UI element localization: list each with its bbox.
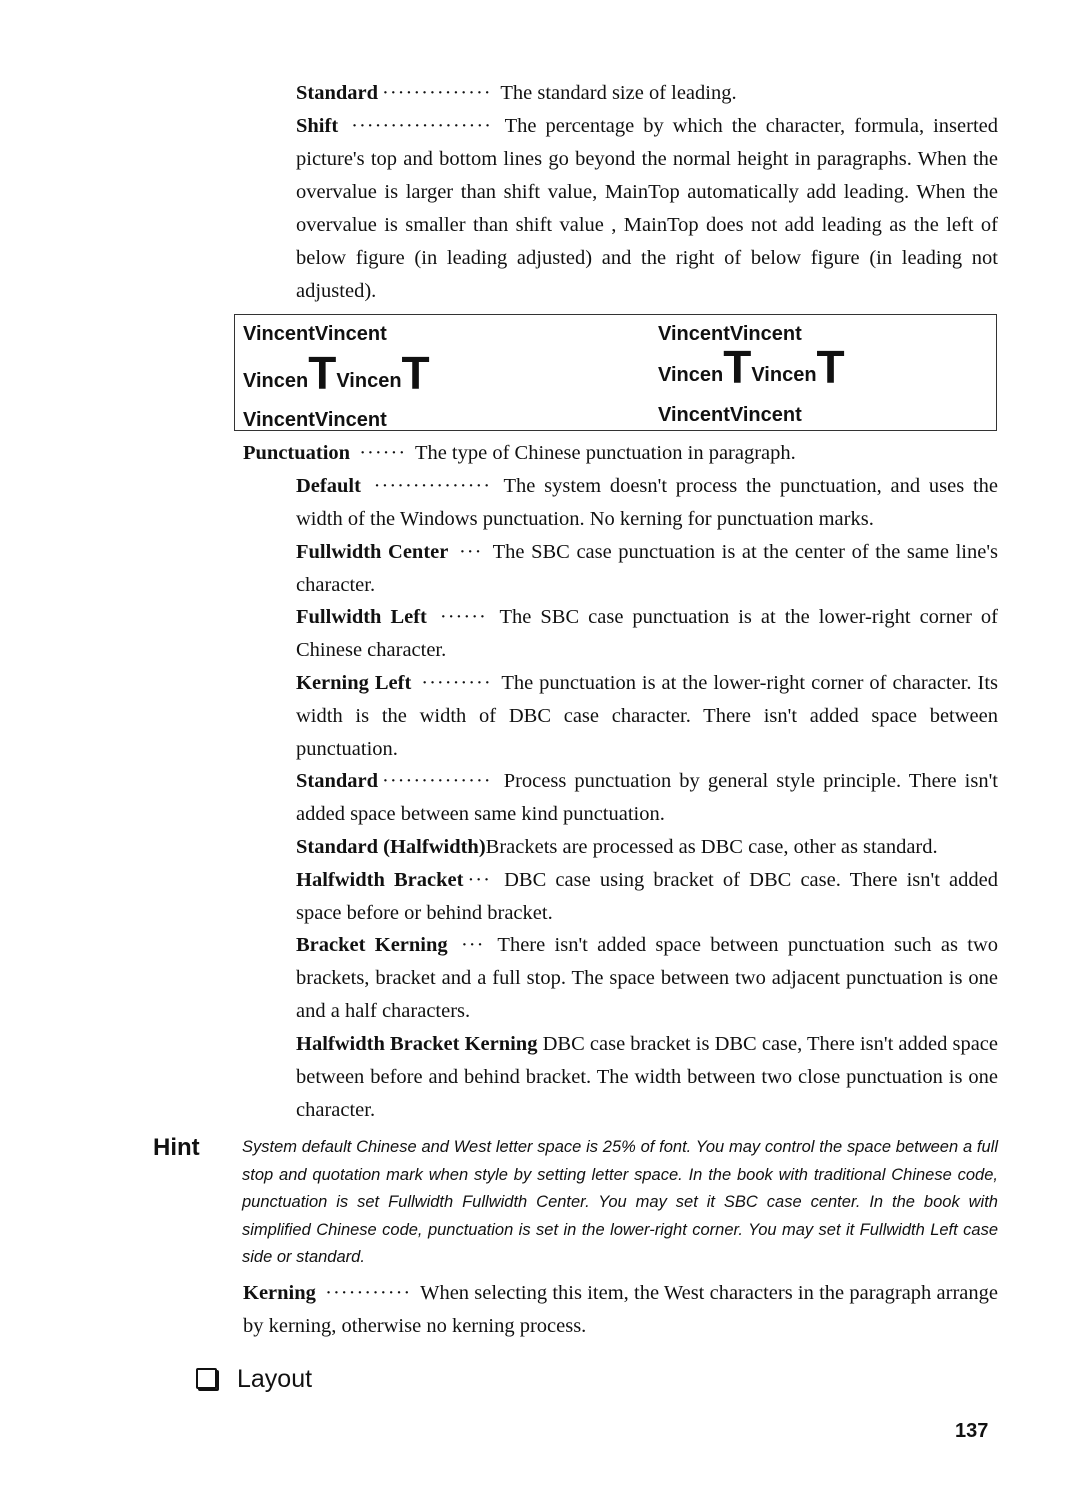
hint-text: System default Chinese and West letter space is 25% of font. You may control the space between a full stop and quotation mark when style by setting letter space. In the book with traditional Chinese code, punctuation is set Fullwidth Fullwidth Center. You may set it SBC case center. In the book with simplified Chinese code, punctuation is set in the lower-right corner. You may set it Fullwidth Left case side or standard. — [242, 1138, 998, 1266]
figure-right-line-2 — [658, 341, 845, 393]
leader-dots: ·············· — [382, 770, 492, 792]
figure-large-t: T — [308, 347, 337, 399]
section-heading-text: Layout — [237, 1365, 313, 1393]
term-label: Standard (Halfwidth) — [296, 836, 486, 858]
leader-dots: ··············· — [373, 475, 492, 497]
figure-right-line-3: VincentVincent — [658, 404, 802, 426]
term-label: Shift — [296, 115, 339, 137]
term-description: The type of Chinese punctuation in paragraph. — [414, 442, 796, 464]
term-description: The punctuation is at the lower-right corner of character. Its width is the width of DBC case character. There isn't added space between punctuation. — [296, 672, 999, 760]
definition-halfwidth-bracket — [296, 864, 998, 930]
term-description: There isn't added space between punctuation such as two brackets, bracket and a full stop. The space between two adjacent punctuation is one and a half characters. — [296, 934, 998, 1022]
term-label: Default — [296, 475, 361, 497]
term-description: The SBC case punctuation is at the center of the same line's character. — [296, 541, 998, 596]
figure-left-line-2 — [243, 347, 430, 399]
definition-kerning — [243, 1277, 998, 1343]
term-description: DBC case using bracket of DBC case. There isn't added space before or behind bracket. — [296, 869, 999, 924]
term-label: Standard — [296, 82, 379, 104]
term-label: Standard — [296, 770, 379, 792]
definition-punctuation — [243, 437, 998, 470]
leader-dots: ··· — [460, 934, 485, 956]
section-heading-layout — [196, 1365, 312, 1394]
leader-dots: ··· — [458, 541, 483, 563]
definition-bracket-kerning — [296, 929, 998, 1028]
term-description: Process punctuation by general style principle. There isn't added space between same kind punctuation. — [296, 770, 998, 825]
leader-dots: ·············· — [382, 82, 492, 104]
figure-left-line-3: VincentVincent — [243, 409, 387, 431]
figure-text: Vincen — [658, 364, 724, 386]
term-description: When selecting this item, the West characters in the paragraph arrange by kerning, otherwise no kerning process. — [243, 1282, 998, 1337]
term-label: Kerning Left — [296, 672, 412, 694]
figure-text: Vincen — [336, 370, 402, 392]
leader-dots: ··· — [467, 869, 491, 891]
leader-dots: ········· — [421, 672, 492, 694]
definition-default — [296, 470, 998, 536]
figure-text: Vincen — [751, 364, 817, 386]
term-label: Halfwidth Bracket Kerning — [296, 1033, 538, 1055]
figure-large-t: T — [723, 341, 752, 393]
definition-halfwidth-bracket-kerning — [296, 1028, 998, 1127]
term-description: The system doesn't process the punctuation, and uses the width of the Windows punctuation. No kerning for punctuation marks. — [296, 475, 998, 530]
term-label: Fullwidth Center — [296, 541, 449, 563]
page-number: 137 — [955, 1420, 989, 1442]
hint-label: Hint — [153, 1134, 200, 1161]
definition-standard-punctuation — [296, 765, 998, 831]
definition-fullwidth-left — [296, 601, 998, 667]
term-description: The standard size of leading. — [500, 82, 737, 104]
term-label: Bracket Kerning — [296, 934, 448, 956]
figure-right-line-1: VincentVincent — [658, 323, 802, 345]
term-label: Kerning — [243, 1282, 316, 1304]
leader-dots: ·················· — [351, 115, 493, 137]
term-description: The percentage by which the character, formula, inserted picture's top and bottom lines go beyond the normal height in paragraphs. When the overvalue is larger than shift value, MainTop automatically add leading. When the overvalue is smaller than shift value , MainTop does not add leading as the left of below figure (in leading adjusted) and the right of below figure (in leading not adjusted). — [296, 115, 998, 302]
term-description: The SBC case punctuation is at the lower-right corner of Chinese character. — [296, 606, 999, 661]
leader-dots: ······ — [439, 606, 487, 628]
term-description: DBC case bracket is DBC case, There isn't added space between before and behind bracket. The width between two close punctuation is one character. — [296, 1033, 999, 1121]
definition-fullwidth-center — [296, 536, 998, 602]
term-label: Punctuation — [243, 442, 351, 464]
leading-comparison-figure — [234, 314, 997, 431]
term-description: Brackets are processed as DBC case, other as standard. — [485, 836, 938, 858]
term-label: Fullwidth Left — [296, 606, 427, 628]
definition-shift — [296, 110, 998, 308]
checkbox-bullet-icon — [196, 1368, 217, 1389]
figure-text: Vincen — [243, 370, 309, 392]
definition-kerning-left — [296, 667, 998, 766]
definition-standard-halfwidth — [296, 831, 998, 864]
figure-large-t: T — [401, 347, 430, 399]
figure-large-t: T — [816, 341, 845, 393]
definition-standard-leading — [296, 77, 998, 110]
leader-dots: ······ — [359, 442, 407, 464]
leader-dots: ··········· — [325, 1282, 412, 1304]
figure-left-line-1: VincentVincent — [243, 323, 387, 345]
term-label: Halfwidth Bracket — [296, 869, 464, 891]
